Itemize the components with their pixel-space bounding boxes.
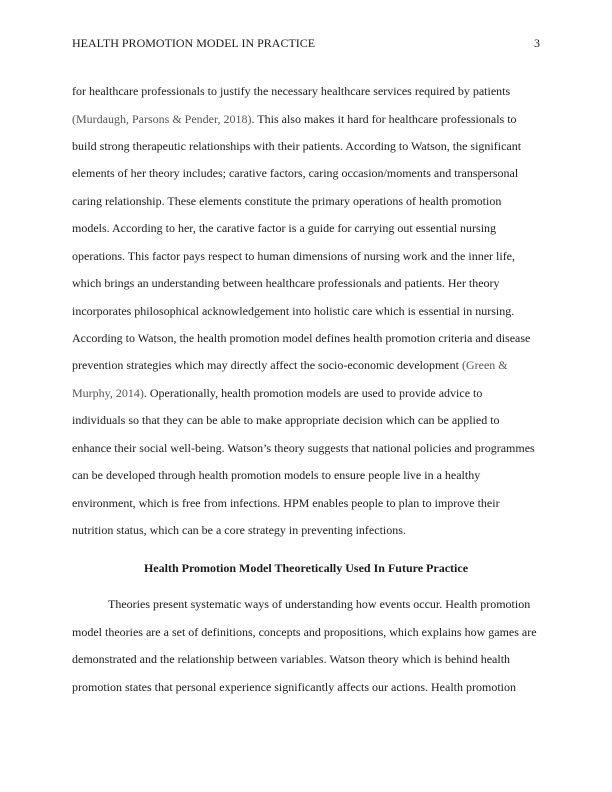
line-text: prevention strategies which may directly affect the socio-economic development (72, 358, 462, 372)
text-line (72, 523, 406, 537)
text-line (72, 276, 500, 290)
line-text: caring relationship. These elements constitute the primary operations of health promotion (72, 194, 502, 208)
line-text: models. According to her, the carative factor is a guide for carrying out essential nursing (72, 221, 497, 235)
line-text: for healthcare professionals to justify the necessary healthcare services required by patients (72, 84, 511, 98)
text-line: model theories are a set of definitions, concepts and propositions, which explains how games are (72, 625, 537, 639)
running-header: HEALTH PROMOTION MODEL IN PRACTICE (72, 36, 316, 50)
line-text: nutrition status, which can be a core strategy in preventing infections. (72, 523, 406, 537)
text-line (72, 194, 501, 208)
text-line (72, 84, 510, 98)
text-line (72, 413, 500, 427)
line-text: . This also makes it hard for healthcare professionals to (251, 112, 517, 126)
line-text: can be developed through health promotion models to ensure people live in a healthy (72, 468, 481, 482)
page-number: 3 (534, 36, 540, 50)
text-line (72, 496, 500, 510)
text-line (72, 166, 518, 180)
line-text: operations. This factor pays respect to human dimensions of nursing work and the inner life, (72, 249, 516, 263)
line-text: build strong therapeutic relationships with their patients. According to Watson, the significant (72, 139, 522, 153)
citation: (Murdaugh, Parsons & Pender, 2018) (72, 112, 252, 126)
text-line (72, 304, 514, 318)
line-text: environment, which is free from infections. HPM enables people to plan to improve their (72, 496, 500, 510)
text-line: demonstrated and the relationship between variables. Watson theory which is behind health (72, 652, 511, 666)
line-text: incorporates philosophical acknowledgement into holistic care which is essential in nursing. (72, 304, 515, 318)
text-line (72, 139, 521, 153)
text-line: Theories present systematic ways of understanding how events occur. Health promotion (108, 597, 531, 611)
text-line (72, 112, 517, 126)
line-text: According to Watson, the health promotion model defines health promotion criteria and disease (72, 331, 531, 345)
line-text: . Operationally, health promotion models are used to provide advice to (143, 386, 483, 400)
citation: Murphy, 2014) (72, 386, 144, 400)
line-text: elements of her theory includes; carative factors, caring occasion/moments and transpersonal (72, 166, 519, 180)
text-line (72, 221, 496, 235)
text-line (72, 468, 480, 482)
text-line (72, 358, 508, 372)
line-text: individuals so that they can be able to make appropriate decision which can be applied to (72, 413, 500, 427)
section-heading: Health Promotion Model Theoretically Used In Future Practice (143, 561, 469, 575)
citation: (Green & (461, 358, 508, 372)
line-text: enhance their social well-being. Watson’s theory suggests that national policies and programmes (72, 441, 535, 455)
text-line (72, 249, 515, 263)
text-line (72, 331, 530, 345)
text-line (72, 441, 535, 455)
text-line: promotion states that personal experience significantly affects our actions. Health promotion (72, 680, 516, 694)
line-text: which brings an understanding between healthcare professionals and patients. Her theory (72, 276, 500, 290)
text-line (72, 386, 482, 400)
